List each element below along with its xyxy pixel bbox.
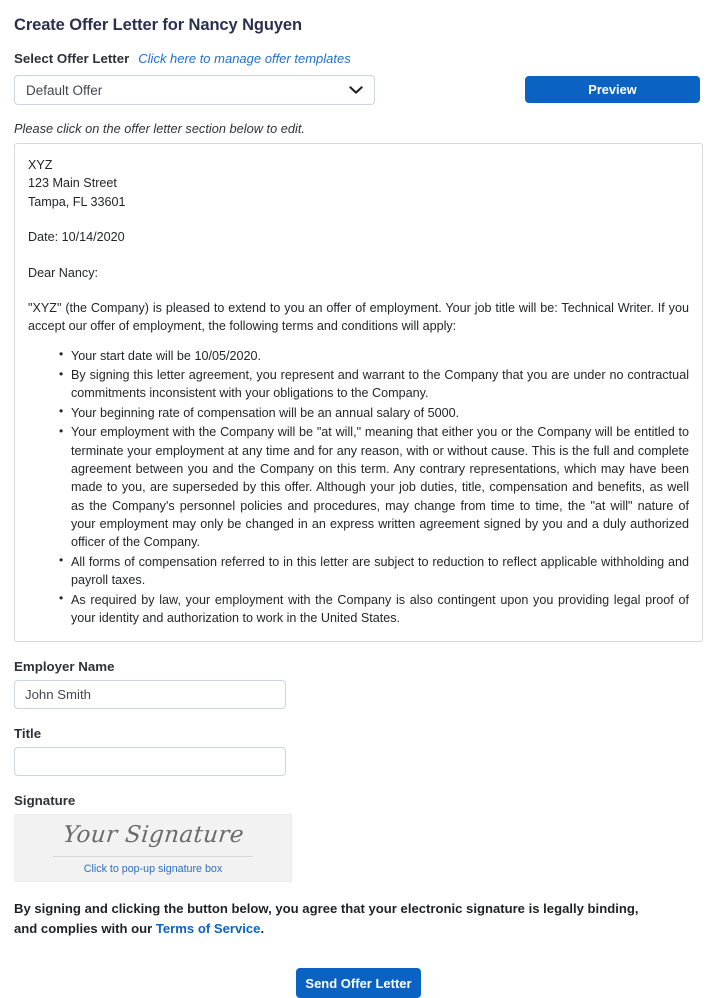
title-label: Title [14,726,42,742]
offer-template-select-wrap[interactable] [14,75,375,105]
signature-box[interactable] [14,814,292,882]
select-offer-letter-label: Select Offer Letter [14,51,130,66]
select-offer-letter-row [14,51,703,66]
legal-text-part1: By signing and clicking the button below, you agree that your electronic signature is legally binding, and complies with our [14,901,639,936]
letter-street: 123 Main Street [28,176,117,191]
letter-city-state-zip: Tampa, FL 33601 [28,194,126,209]
offer-template-select[interactable]: Default Offer [14,75,375,105]
letter-company: XYZ [28,158,53,172]
letter-terms-list [28,347,689,628]
list-item: • As required by law, your employment with the Company is also contingent upon you providing legal proof of your identity and authorization to work in the United States. [59,591,689,628]
signature-popup-link[interactable]: Click to pop-up signature box [83,863,223,876]
list-item: • All forms of compensation referred to in this letter are subject to reduction to reflect applicable withholding and payroll taxes. [59,553,689,590]
legal-text-part2: . [260,920,265,936]
list-item: • Your start date will be 10/05/2020. [59,347,689,365]
title-input[interactable] [14,747,286,776]
letter-intro-paragraph: "XYZ" (the Company) is pleased to extend to you an offer of employment. Your job title will be: Technical Writer. If you accept our offer of employment, the following terms and conditions will apply: [28,300,689,334]
employer-name-input[interactable] [14,680,286,709]
send-offer-letter-button[interactable]: Send Offer Letter [296,968,421,998]
signature-divider [53,856,253,857]
letter-spacer-1 [28,211,689,228]
list-item: • Your beginning rate of compensation will be an annual salary of 5000. [59,404,689,422]
offer-letter-body[interactable] [14,143,703,642]
letter-spacer-2 [28,247,689,264]
list-item: • By signing this letter agreement, you represent and warrant to the Company that you are under no contractual commitments inconsistent with your obligations to the Company. [59,366,689,403]
letter-salutation: Dear Nancy: [28,265,98,280]
legal-consent-text [14,899,664,938]
terms-of-service-link[interactable]: Terms of Service [155,920,261,936]
preview-button[interactable]: Preview [525,76,700,103]
list-item: • Your employment with the Company will be "at will," meaning that either you or the Company will be entitled to terminate your employment at any time and for any reason, with or without cause. This is the full and complete agreement between you and the Company on this term. Any contrary representations, which may have been made to you, are superseded by this offer. Although your job duties, title, compensation and benefits, as well as the Company's personnel policies and procedures, may change from time to time, the "at will" nature of your employment may only be changed in an express written agreement signed by you and a duly authorized officer of the Company. [59,423,689,552]
letter-date: Date: 10/14/2020 [28,230,125,245]
send-button-row [14,968,703,998]
manage-offer-templates-link[interactable]: Click here to manage offer templates [138,51,351,66]
employer-name-label: Employer Name [14,659,115,675]
letter-spacer-3 [28,282,689,299]
page-title: Create Offer Letter for Nancy Nguyen [14,16,302,34]
template-control-row [14,75,703,105]
signature-label: Signature [14,793,76,809]
signature-placeholder-text: Your Signature [61,822,245,849]
edit-hint-text: Please click on the offer letter section below to edit. [14,121,305,136]
